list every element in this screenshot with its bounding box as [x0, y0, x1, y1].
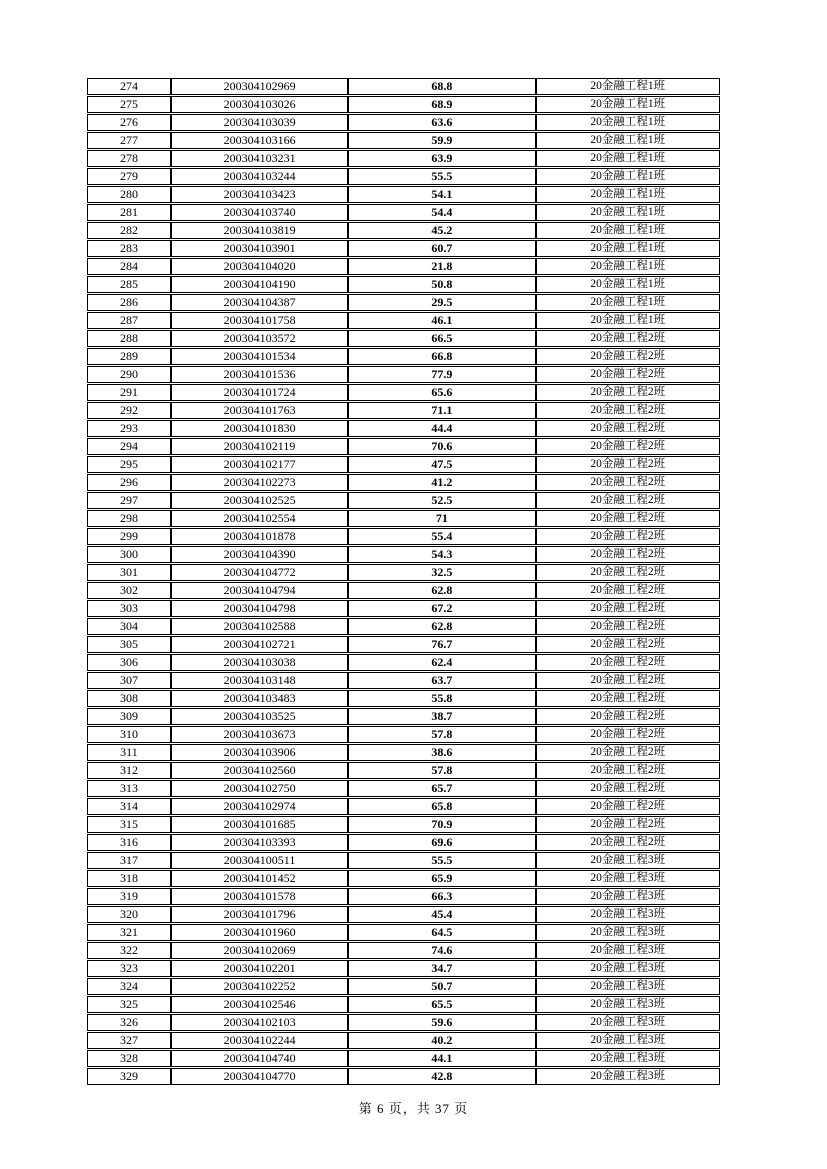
- row-number-cell: 310: [88, 727, 172, 742]
- row-number-cell: 299: [88, 529, 172, 544]
- score-cell: 77.9: [349, 367, 536, 382]
- student-id-cell: 200304101685: [172, 817, 349, 832]
- table-row: [87, 348, 720, 365]
- class-name-cell: 20金融工程2班: [590, 332, 666, 344]
- row-number-cell: 276: [88, 115, 172, 130]
- table-row: [87, 114, 720, 131]
- score-cell: 59.6: [349, 1015, 536, 1030]
- score-cell: 66.8: [349, 349, 536, 364]
- table-row: [87, 546, 720, 563]
- student-id-cell: 200304102201: [172, 961, 349, 976]
- row-number-cell: 327: [88, 1033, 172, 1048]
- score-cell: 63.7: [349, 673, 536, 688]
- table-row: [87, 78, 720, 95]
- table-row: [87, 672, 720, 689]
- score-cell: 34.7: [349, 961, 536, 976]
- table-row: [87, 924, 720, 941]
- table-row: [87, 600, 720, 617]
- score-cell: 42.8: [349, 1069, 536, 1084]
- table-row: [87, 744, 720, 761]
- row-number-cell: 291: [88, 385, 172, 400]
- table-row: [87, 564, 720, 581]
- student-id-cell: 200304104390: [172, 547, 349, 562]
- class-name-cell: 20金融工程2班: [590, 386, 666, 398]
- row-number-cell: 285: [88, 277, 172, 292]
- student-id-cell: 200304101878: [172, 529, 349, 544]
- row-number-cell: 288: [88, 331, 172, 346]
- class-name-cell: 20金融工程2班: [590, 602, 666, 614]
- student-id-cell: 200304102554: [172, 511, 349, 526]
- student-id-cell: 200304102252: [172, 979, 349, 994]
- table-row: [87, 996, 720, 1013]
- row-number-cell: 279: [88, 169, 172, 184]
- class-name-cell: 20金融工程2班: [590, 656, 666, 668]
- table-row: [87, 1032, 720, 1049]
- score-cell: 62.8: [349, 583, 536, 598]
- table-row: [87, 978, 720, 995]
- row-number-cell: 309: [88, 709, 172, 724]
- row-number-cell: 281: [88, 205, 172, 220]
- table-row: [87, 528, 720, 545]
- class-name-cell: 20金融工程2班: [590, 800, 666, 812]
- table-row: [87, 294, 720, 311]
- class-name-cell: 20金融工程2班: [590, 674, 666, 686]
- table-row: [87, 1068, 720, 1085]
- score-cell: 29.5: [349, 295, 536, 310]
- table-row: [87, 834, 720, 851]
- score-cell: 46.1: [349, 313, 536, 328]
- score-cell: 65.6: [349, 385, 536, 400]
- score-cell: 44.1: [349, 1051, 536, 1066]
- row-number-cell: 320: [88, 907, 172, 922]
- score-cell: 38.7: [349, 709, 536, 724]
- table-row: [87, 906, 720, 923]
- table-row: [87, 258, 720, 275]
- score-cell: 65.8: [349, 799, 536, 814]
- row-number-cell: 293: [88, 421, 172, 436]
- student-id-cell: 200304104772: [172, 565, 349, 580]
- score-cell: 65.9: [349, 871, 536, 886]
- class-name-cell: 20金融工程1班: [590, 80, 666, 92]
- student-id-cell: 200304103026: [172, 97, 349, 112]
- table-row: [87, 654, 720, 671]
- table-row: [87, 492, 720, 509]
- class-name-cell: 20金融工程3班: [590, 1052, 666, 1064]
- row-number-cell: 274: [88, 79, 172, 94]
- row-number-cell: 292: [88, 403, 172, 418]
- class-name-cell: 20金融工程3班: [590, 1034, 666, 1046]
- row-number-cell: 295: [88, 457, 172, 472]
- row-number-cell: 280: [88, 187, 172, 202]
- score-cell: 63.6: [349, 115, 536, 130]
- student-id-cell: 200304101534: [172, 349, 349, 364]
- class-name-cell: 20金融工程1班: [590, 278, 666, 290]
- score-cell: 65.5: [349, 997, 536, 1012]
- row-number-cell: 305: [88, 637, 172, 652]
- row-number-cell: 289: [88, 349, 172, 364]
- score-cell: 54.4: [349, 205, 536, 220]
- table-row: [87, 384, 720, 401]
- score-cell: 55.4: [349, 529, 536, 544]
- student-id-cell: 200304102103: [172, 1015, 349, 1030]
- score-cell: 69.6: [349, 835, 536, 850]
- row-number-cell: 319: [88, 889, 172, 904]
- student-id-cell: 200304101758: [172, 313, 349, 328]
- row-number-cell: 306: [88, 655, 172, 670]
- class-name-cell: 20金融工程3班: [590, 980, 666, 992]
- score-cell: 76.7: [349, 637, 536, 652]
- class-name-cell: 20金融工程3班: [590, 926, 666, 938]
- class-name-cell: 20金融工程3班: [590, 1016, 666, 1028]
- row-number-cell: 286: [88, 295, 172, 310]
- class-name-cell: 20金融工程2班: [590, 404, 666, 416]
- student-id-cell: 200304104387: [172, 295, 349, 310]
- class-name-cell: 20金融工程2班: [590, 638, 666, 650]
- table-row: [87, 168, 720, 185]
- class-name-cell: 20金融工程3班: [590, 1070, 666, 1082]
- table-row: [87, 456, 720, 473]
- score-cell: 45.4: [349, 907, 536, 922]
- class-name-cell: 20金融工程2班: [590, 584, 666, 596]
- class-name-cell: 20金融工程1班: [590, 296, 666, 308]
- score-cell: 68.8: [349, 79, 536, 94]
- table-row: [87, 960, 720, 977]
- class-name-cell: 20金融工程2班: [590, 350, 666, 362]
- score-cell: 70.6: [349, 439, 536, 454]
- class-name-cell: 20金融工程1班: [590, 224, 666, 236]
- student-id-cell: 200304101763: [172, 403, 349, 418]
- student-id-cell: 200304103525: [172, 709, 349, 724]
- student-id-cell: 200304103148: [172, 673, 349, 688]
- row-number-cell: 282: [88, 223, 172, 238]
- student-id-cell: 200304104020: [172, 259, 349, 274]
- row-number-cell: 303: [88, 601, 172, 616]
- class-name-cell: 20金融工程2班: [590, 836, 666, 848]
- class-name-cell: 20金融工程3班: [590, 890, 666, 902]
- row-number-cell: 307: [88, 673, 172, 688]
- student-id-cell: 200304103244: [172, 169, 349, 184]
- row-number-cell: 287: [88, 313, 172, 328]
- table-row: [87, 618, 720, 635]
- row-number-cell: 296: [88, 475, 172, 490]
- student-id-cell: 200304103572: [172, 331, 349, 346]
- score-cell: 38.6: [349, 745, 536, 760]
- score-table: [87, 78, 720, 1086]
- student-id-cell: 200304104740: [172, 1051, 349, 1066]
- table-row: [87, 816, 720, 833]
- student-id-cell: 200304103423: [172, 187, 349, 202]
- row-number-cell: 275: [88, 97, 172, 112]
- row-number-cell: 325: [88, 997, 172, 1012]
- row-number-cell: 278: [88, 151, 172, 166]
- score-cell: 45.2: [349, 223, 536, 238]
- student-id-cell: 200304102560: [172, 763, 349, 778]
- class-name-cell: 20金融工程2班: [590, 548, 666, 560]
- score-cell: 63.9: [349, 151, 536, 166]
- table-row: [87, 726, 720, 743]
- student-id-cell: 200304102119: [172, 439, 349, 454]
- score-cell: 67.2: [349, 601, 536, 616]
- row-number-cell: 311: [88, 745, 172, 760]
- table-row: [87, 420, 720, 437]
- row-number-cell: 298: [88, 511, 172, 526]
- student-id-cell: 200304104770: [172, 1069, 349, 1084]
- row-number-cell: 329: [88, 1069, 172, 1084]
- student-id-cell: 200304103901: [172, 241, 349, 256]
- row-number-cell: 326: [88, 1015, 172, 1030]
- student-id-cell: 200304103231: [172, 151, 349, 166]
- row-number-cell: 328: [88, 1051, 172, 1066]
- table-row: [87, 798, 720, 815]
- row-number-cell: 301: [88, 565, 172, 580]
- class-name-cell: 20金融工程2班: [590, 368, 666, 380]
- class-name-cell: 20金融工程2班: [590, 566, 666, 578]
- student-id-cell: 200304101578: [172, 889, 349, 904]
- class-name-cell: 20金融工程1班: [590, 116, 666, 128]
- class-name-cell: 20金融工程2班: [590, 494, 666, 506]
- class-name-cell: 20金融工程2班: [590, 620, 666, 632]
- student-id-cell: 200304104794: [172, 583, 349, 598]
- class-name-cell: 20金融工程2班: [590, 746, 666, 758]
- class-name-cell: 20金融工程2班: [590, 512, 666, 524]
- table-row: [87, 132, 720, 149]
- class-name-cell: 20金融工程3班: [590, 908, 666, 920]
- class-name-cell: 20金融工程3班: [590, 854, 666, 866]
- table-row: [87, 708, 720, 725]
- page-footer: 第 6 页，共 37 页: [358, 1101, 469, 1116]
- row-number-cell: 302: [88, 583, 172, 598]
- class-name-cell: 20金融工程1班: [590, 170, 666, 182]
- table-row: [87, 852, 720, 869]
- row-number-cell: 323: [88, 961, 172, 976]
- score-cell: 41.2: [349, 475, 536, 490]
- class-name-cell: 20金融工程2班: [590, 440, 666, 452]
- class-name-cell: 20金融工程1班: [590, 242, 666, 254]
- class-name-cell: 20金融工程2班: [590, 458, 666, 470]
- score-cell: 47.5: [349, 457, 536, 472]
- student-id-cell: 200304102588: [172, 619, 349, 634]
- table-row: [87, 240, 720, 257]
- table-row: [87, 150, 720, 167]
- table-row: [87, 402, 720, 419]
- score-cell: 66.3: [349, 889, 536, 904]
- row-number-cell: 284: [88, 259, 172, 274]
- table-row: [87, 888, 720, 905]
- row-number-cell: 294: [88, 439, 172, 454]
- class-name-cell: 20金融工程1班: [590, 260, 666, 272]
- table-row: [87, 312, 720, 329]
- row-number-cell: 322: [88, 943, 172, 958]
- table-row: [87, 474, 720, 491]
- table-row: [87, 870, 720, 887]
- table-row: [87, 510, 720, 527]
- score-cell: 57.8: [349, 763, 536, 778]
- score-cell: 21.8: [349, 259, 536, 274]
- row-number-cell: 277: [88, 133, 172, 148]
- score-cell: 60.7: [349, 241, 536, 256]
- class-name-cell: 20金融工程2班: [590, 782, 666, 794]
- table-row: [87, 1050, 720, 1067]
- score-cell: 40.2: [349, 1033, 536, 1048]
- student-id-cell: 200304100511: [172, 853, 349, 868]
- table-row: [87, 204, 720, 221]
- score-cell: 62.4: [349, 655, 536, 670]
- class-name-cell: 20金融工程1班: [590, 314, 666, 326]
- class-name-cell: 20金融工程2班: [590, 728, 666, 740]
- class-name-cell: 20金融工程2班: [590, 530, 666, 542]
- class-name-cell: 20金融工程3班: [590, 998, 666, 1010]
- table-row: [87, 186, 720, 203]
- table-row: [87, 276, 720, 293]
- row-number-cell: 290: [88, 367, 172, 382]
- student-id-cell: 200304102969: [172, 79, 349, 94]
- class-name-cell: 20金融工程2班: [590, 710, 666, 722]
- class-name-cell: 20金融工程1班: [590, 188, 666, 200]
- score-cell: 64.5: [349, 925, 536, 940]
- row-number-cell: 283: [88, 241, 172, 256]
- student-id-cell: 200304103673: [172, 727, 349, 742]
- score-cell: 59.9: [349, 133, 536, 148]
- class-name-cell: 20金融工程3班: [590, 962, 666, 974]
- row-number-cell: 304: [88, 619, 172, 634]
- class-name-cell: 20金融工程2班: [590, 764, 666, 776]
- row-number-cell: 313: [88, 781, 172, 796]
- student-id-cell: 200304103038: [172, 655, 349, 670]
- class-name-cell: 20金融工程2班: [590, 422, 666, 434]
- class-name-cell: 20金融工程2班: [590, 818, 666, 830]
- row-number-cell: 297: [88, 493, 172, 508]
- student-id-cell: 200304102721: [172, 637, 349, 652]
- table-row: [87, 582, 720, 599]
- student-id-cell: 200304102750: [172, 781, 349, 796]
- score-cell: 55.5: [349, 169, 536, 184]
- row-number-cell: 318: [88, 871, 172, 886]
- student-id-cell: 200304101830: [172, 421, 349, 436]
- row-number-cell: 317: [88, 853, 172, 868]
- student-id-cell: 200304102273: [172, 475, 349, 490]
- score-cell: 52.5: [349, 493, 536, 508]
- table-row: [87, 942, 720, 959]
- class-name-cell: 20金融工程1班: [590, 206, 666, 218]
- row-number-cell: 300: [88, 547, 172, 562]
- score-cell: 54.1: [349, 187, 536, 202]
- score-cell: 55.8: [349, 691, 536, 706]
- score-cell: 71: [349, 511, 536, 526]
- table-row: [87, 222, 720, 239]
- table-row: [87, 780, 720, 797]
- score-cell: 70.9: [349, 817, 536, 832]
- score-cell: 50.7: [349, 979, 536, 994]
- row-number-cell: 321: [88, 925, 172, 940]
- student-id-cell: 200304103039: [172, 115, 349, 130]
- table-row: [87, 1014, 720, 1031]
- student-id-cell: 200304104190: [172, 277, 349, 292]
- student-id-cell: 200304103906: [172, 745, 349, 760]
- student-id-cell: 200304102244: [172, 1033, 349, 1048]
- score-cell: 68.9: [349, 97, 536, 112]
- table-row: [87, 690, 720, 707]
- score-cell: 74.6: [349, 943, 536, 958]
- row-number-cell: 315: [88, 817, 172, 832]
- student-id-cell: 200304103740: [172, 205, 349, 220]
- class-name-cell: 20金融工程1班: [590, 134, 666, 146]
- student-id-cell: 200304103166: [172, 133, 349, 148]
- score-cell: 57.8: [349, 727, 536, 742]
- row-number-cell: 316: [88, 835, 172, 850]
- row-number-cell: 314: [88, 799, 172, 814]
- row-number-cell: 324: [88, 979, 172, 994]
- student-id-cell: 200304103393: [172, 835, 349, 850]
- class-name-cell: 20金融工程3班: [590, 872, 666, 884]
- student-id-cell: 200304104798: [172, 601, 349, 616]
- class-name-cell: 20金融工程1班: [590, 152, 666, 164]
- score-cell: 62.8: [349, 619, 536, 634]
- class-name-cell: 20金融工程3班: [590, 944, 666, 956]
- class-name-cell: 20金融工程2班: [590, 476, 666, 488]
- score-cell: 71.1: [349, 403, 536, 418]
- student-id-cell: 200304101536: [172, 367, 349, 382]
- student-id-cell: 200304102974: [172, 799, 349, 814]
- student-id-cell: 200304101452: [172, 871, 349, 886]
- student-id-cell: 200304102525: [172, 493, 349, 508]
- score-cell: 50.8: [349, 277, 536, 292]
- score-cell: 66.5: [349, 331, 536, 346]
- table-row: [87, 762, 720, 779]
- score-cell: 32.5: [349, 565, 536, 580]
- student-id-cell: 200304103483: [172, 691, 349, 706]
- student-id-cell: 200304101724: [172, 385, 349, 400]
- table-row: [87, 636, 720, 653]
- student-id-cell: 200304102546: [172, 997, 349, 1012]
- table-row: [87, 96, 720, 113]
- table-row: [87, 438, 720, 455]
- table-row: [87, 330, 720, 347]
- row-number-cell: 312: [88, 763, 172, 778]
- student-id-cell: 200304102177: [172, 457, 349, 472]
- class-name-cell: 20金融工程2班: [590, 692, 666, 704]
- score-cell: 44.4: [349, 421, 536, 436]
- student-id-cell: 200304101960: [172, 925, 349, 940]
- score-cell: 54.3: [349, 547, 536, 562]
- class-name-cell: 20金融工程1班: [590, 98, 666, 110]
- score-cell: 55.5: [349, 853, 536, 868]
- student-id-cell: 200304102069: [172, 943, 349, 958]
- student-id-cell: 200304101796: [172, 907, 349, 922]
- score-cell: 65.7: [349, 781, 536, 796]
- row-number-cell: 308: [88, 691, 172, 706]
- table-row: [87, 366, 720, 383]
- student-id-cell: 200304103819: [172, 223, 349, 238]
